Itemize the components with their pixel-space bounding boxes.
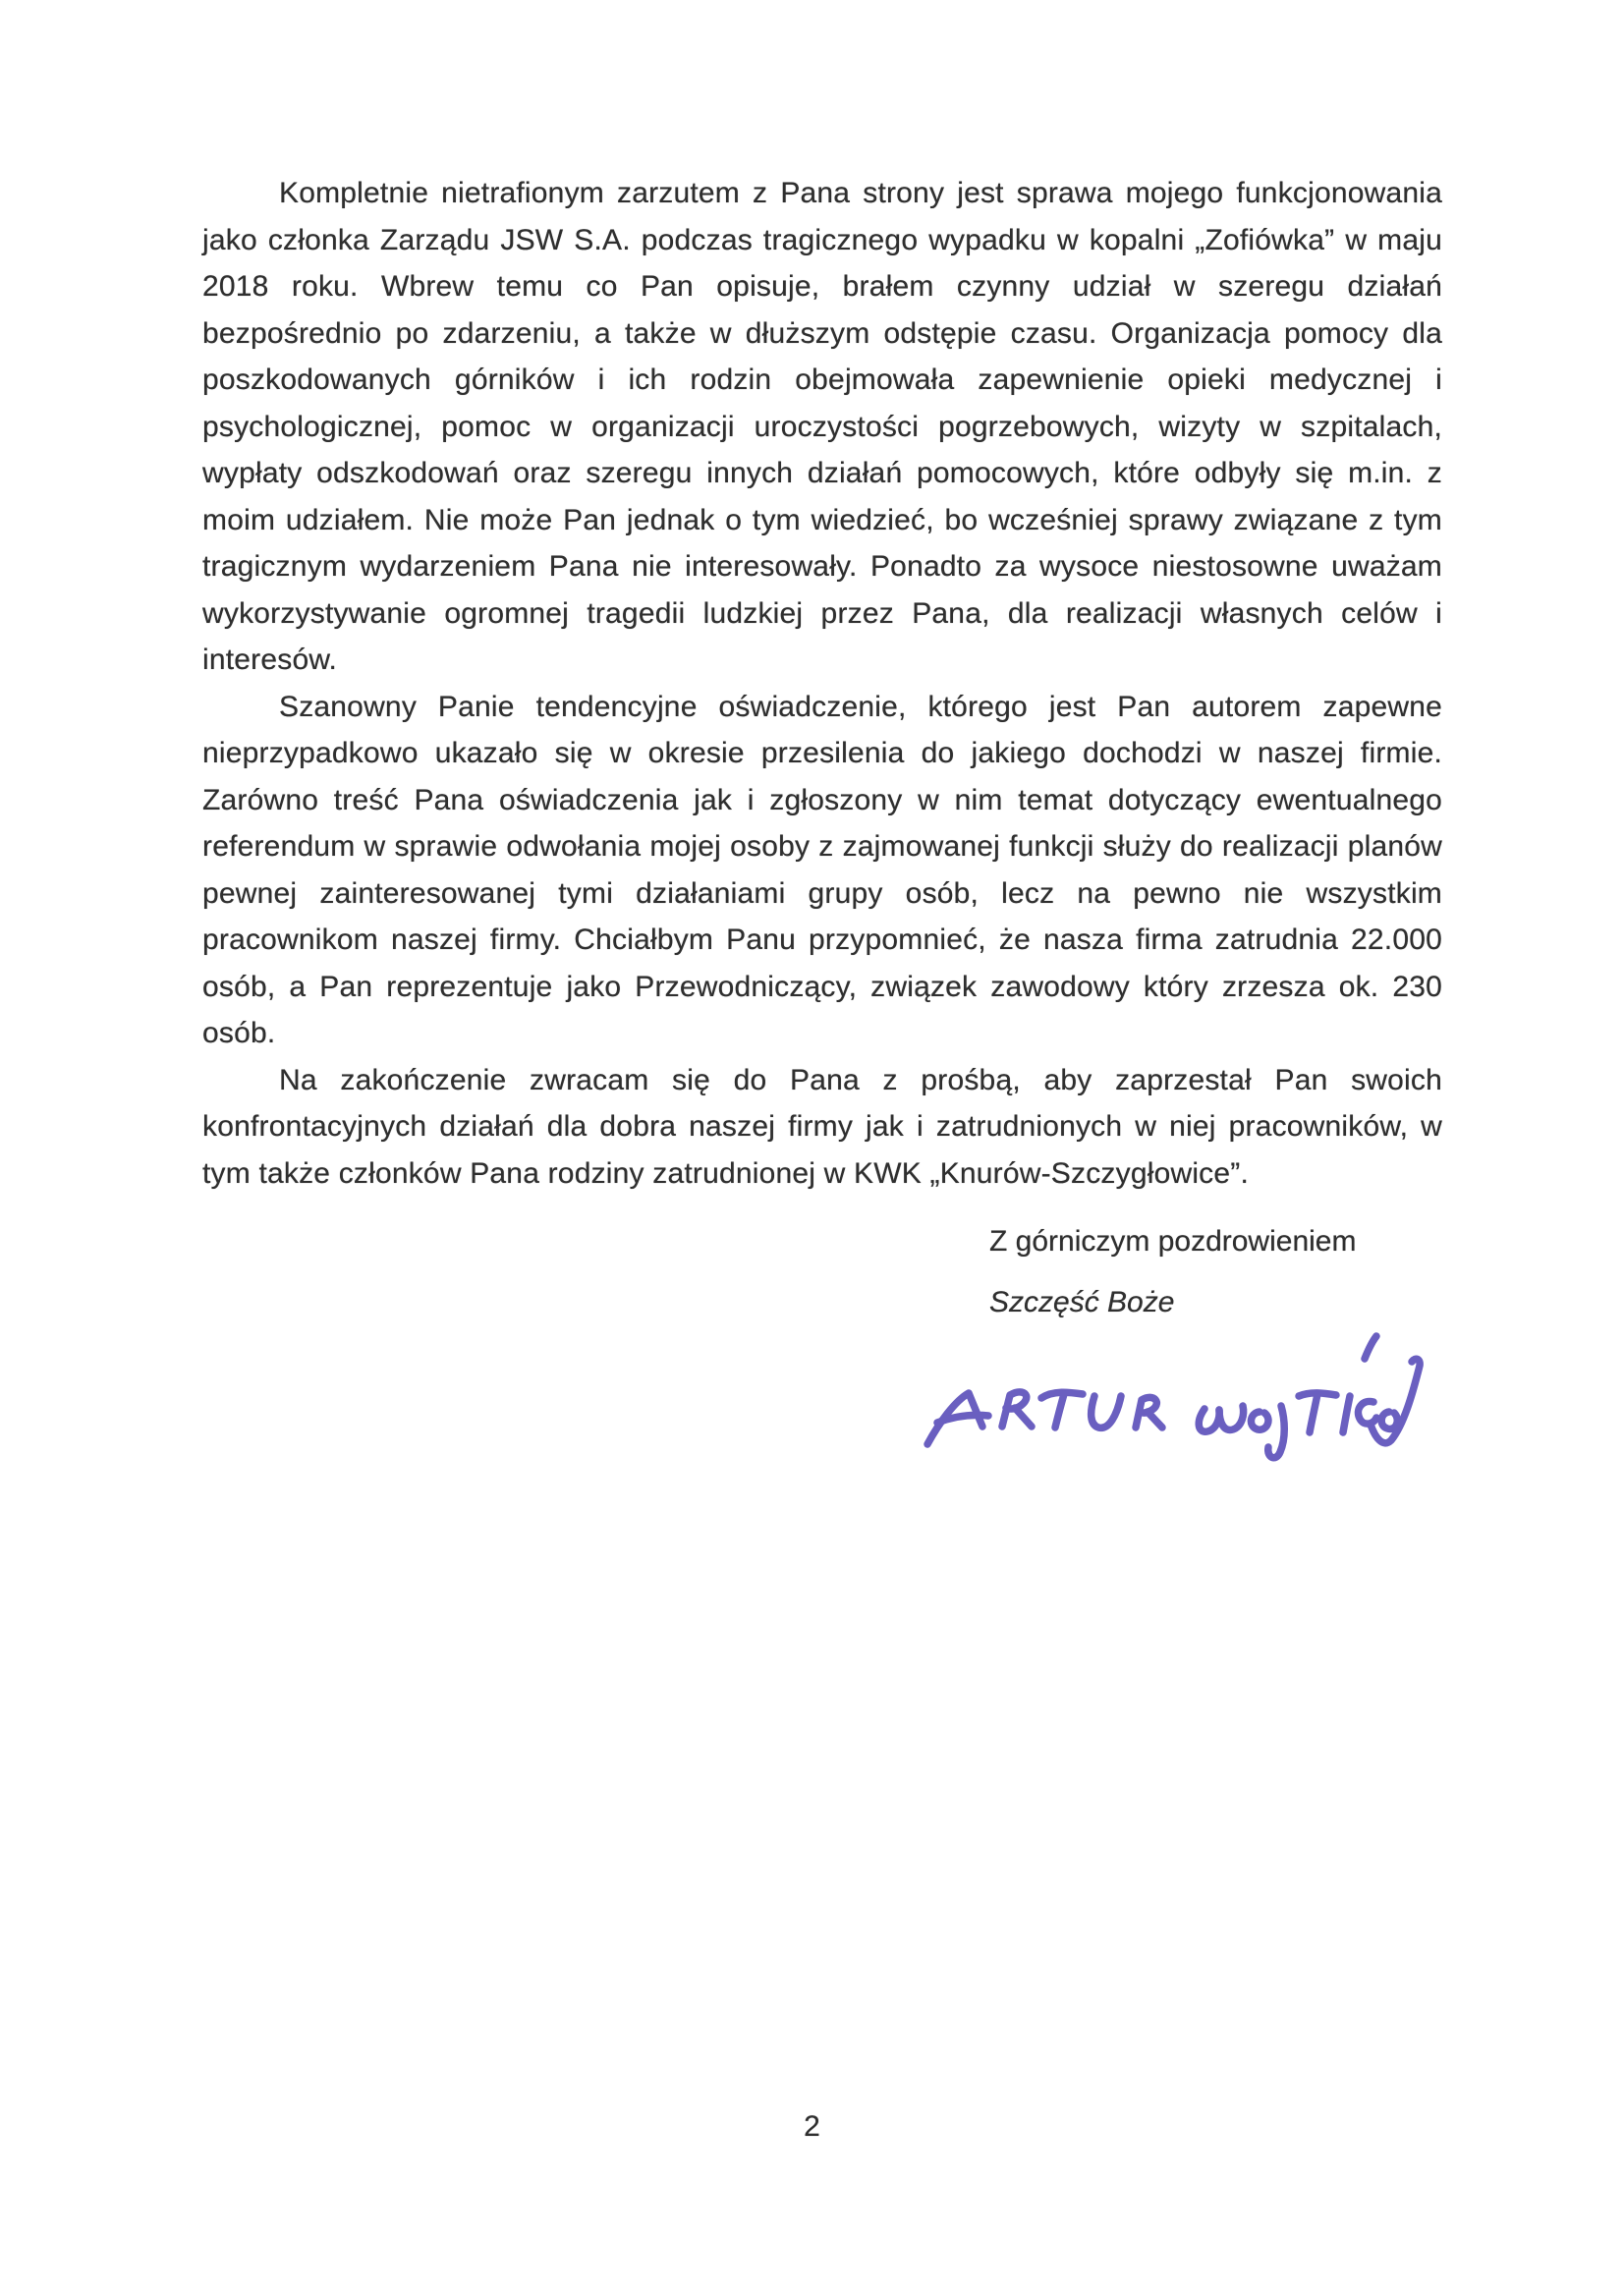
signature-stroke bbox=[1358, 1401, 1376, 1424]
closing-salutation: Z górniczym pozdrowieniem bbox=[989, 1225, 1357, 1258]
signature-stroke bbox=[1092, 1396, 1121, 1428]
signature-stroke bbox=[1055, 1394, 1064, 1428]
signature-stroke bbox=[1365, 1336, 1376, 1359]
signature-stroke bbox=[1310, 1394, 1317, 1432]
signature-stroke bbox=[1251, 1412, 1268, 1429]
signature-stroke bbox=[1381, 1412, 1397, 1428]
paragraph-1: Kompletnie nietrafionym zarzutem z Pana strony jest sprawa mojego funkcjonowania jako członka Zarządu JSW S.A. podczas tragicznego wypadku w kopalni „Zofiówka” w maju 2018 roku. Wbrew temu co Pan opisuje, brałem czynny udział w szeregu działań bezpośrednio po zdarzeniu, a także w dłuższym odstępie czasu. Organizacja pomocy dla poszkodowanych górników i ich rodzin obejmowała zapewnienie opieki medycznej i psychologicznej, pomoc w organizacji uroczystości pogrzebowych, wizyty w szpitalach, wypłaty odszkodowań oraz szeregu innych działań pomocowych, które odbyły się m.in. z moim udziałem. Nie może Pan jednak o tym wiedzieć, bo wcześniej sprawy związane z tym tragicznym wydarzeniem Pana nie interesowały. Ponadto za wysoce niestosowne uważam wykorzystywanie ogromnej tragedii ludzkiej przez Pana, dla realizacji własnych celów i interesów. bbox=[202, 177, 1442, 676]
signature-stroke bbox=[1343, 1396, 1350, 1432]
signature-stroke bbox=[1015, 1408, 1032, 1427]
page-number: 2 bbox=[804, 2110, 820, 2143]
letter-body bbox=[202, 170, 1442, 1197]
signature-stroke bbox=[1268, 1406, 1285, 1458]
closing-blessing: Szczęść Boże bbox=[989, 1286, 1175, 1318]
signature-stroke bbox=[1371, 1359, 1420, 1443]
paragraph-2: Szanowny Panie tendencyjne oświadczenie, którego jest Pan autorem zapewne nieprzypadkowo ukazało się w okresie przesilenia do jakiego dochodzi w naszej firmie. Zarówno treść Pana oświadczenia jak i zgłoszony w nim temat dotyczący ewentualnego referendum w sprawie odwołania mojej osoby z zajmowanej funkcji służy do realizacji planów pewnej zainteresowanej tymi działaniami grupy osób, lecz na pewno nie wszystkim pracownikom naszej firmy. Chciałbym Panu przypomnieć, że nasza firma zatrudnia 22.000 osób, a Pan reprezentuje jako Przewodniczący, związek zawodowy który zrzesza ok. 230 osób. bbox=[202, 690, 1442, 1049]
signature-stroke bbox=[1148, 1412, 1162, 1428]
paragraph-3: Na zakończenie zwracam się do Pana z prośbą, aby zaprzestał Pan swoich konfrontacyjnych działań dla dobra naszej firmy jak i zatrudnionych w niej pracowników, w tym także członków Pana rodziny zatrudnionej w KWK „Knurów-Szczygłowice”. bbox=[202, 1063, 1442, 1190]
signature-stroke bbox=[1219, 1406, 1244, 1430]
signature-ink-strokes bbox=[927, 1336, 1420, 1458]
signature-handwritten-artur-wojtkow bbox=[914, 1328, 1434, 1471]
